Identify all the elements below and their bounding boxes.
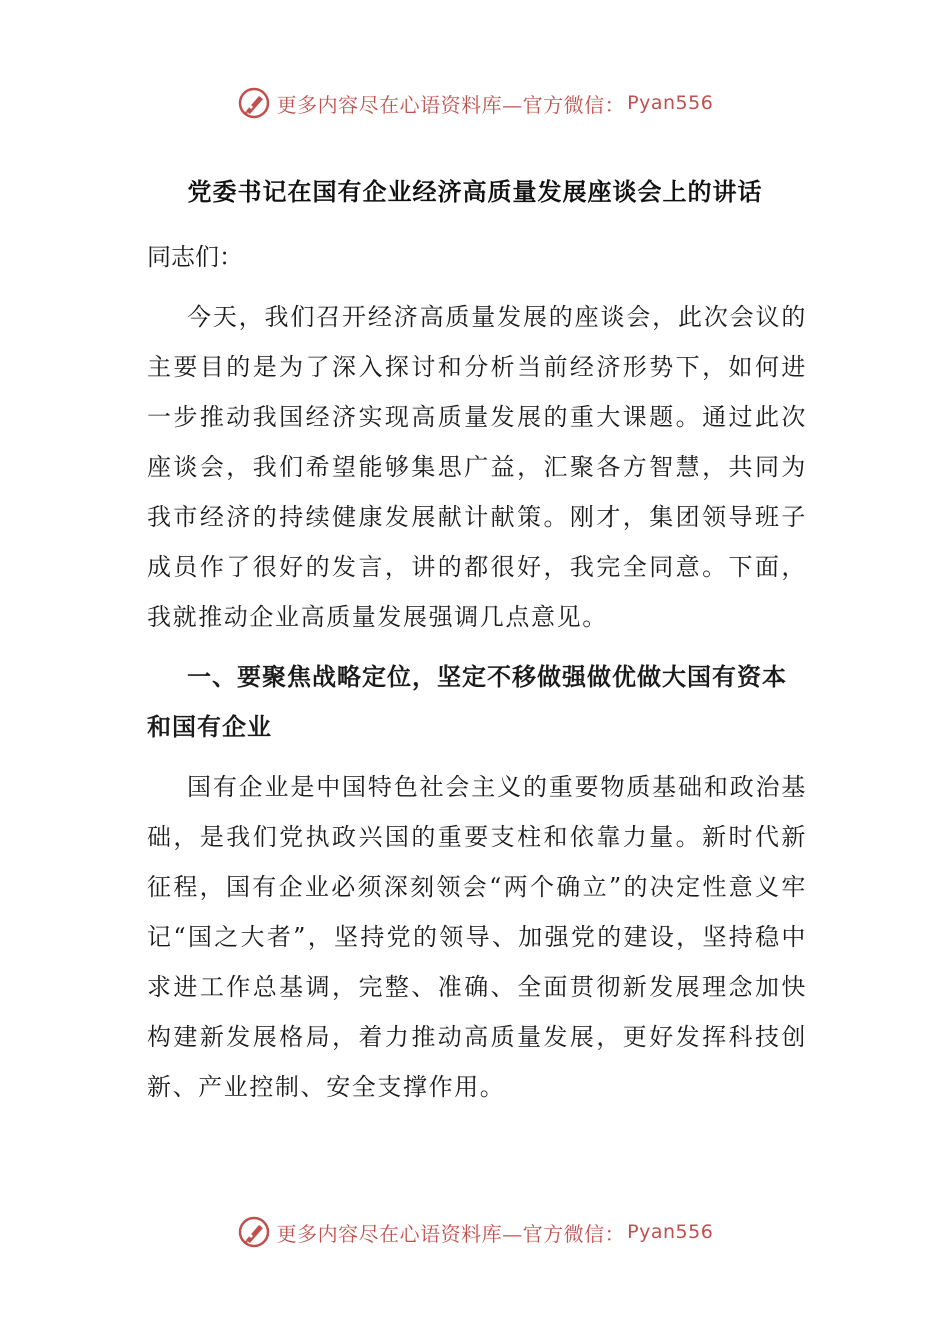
paragraph-intro: 今天，我们召开经济高质量发展的座谈会，此次会议的主要目的是为了深入探讨和分析当前经济形势下，如何进一步推动我国经济实现高质量发展的重大课题。通过此次座谈会，我们希望能够集思广益，汇聚各方智慧，共同为我市经济的持续健康发展献计献策。刚才，集团领导班子成员作了很好的发言，讲的都很好，我完全同意。下面，我就推动企业高质量发展强调几点意见。 [147, 303, 807, 631]
paragraph-section-1: 国有企业是中国特色社会主义的重要物质基础和政治基础，是我们党执政兴国的重要支柱和依靠力量。新时代新征程，国有企业必须深刻领会“两个确立”的决定性意义牢记“国之大者”，坚持党的领导、加强党的建设，坚持稳中求进工作总基调，完整、准确、全面贯彻新发展理念加快构建新发展格局，着力推动高质量发展，更好发挥科技创新、产业控制、安全支撑作用。 [147, 773, 807, 1101]
document-title: 党委书记在国有企业经济高质量发展座谈会上的讲话 [187, 177, 763, 206]
document-body [147, 232, 807, 1122]
header-banner [0, 83, 950, 123]
banner-text: 更多内容尽在心语资料库—官方微信： [276, 1221, 626, 1246]
pen-nib-seal-icon [237, 1215, 271, 1249]
footer-banner [0, 1212, 950, 1252]
greeting: 同志们： [147, 243, 243, 271]
wechat-id: Pyan556 [627, 1221, 714, 1243]
pen-nib-seal-icon [237, 86, 271, 120]
banner-text: 更多内容尽在心语资料库—官方微信： [276, 92, 626, 117]
section-heading-1: 一、要聚焦战略定位，坚定不移做强做优做大国有资本和国有企业 [147, 662, 787, 741]
wechat-id: Pyan556 [627, 92, 714, 114]
